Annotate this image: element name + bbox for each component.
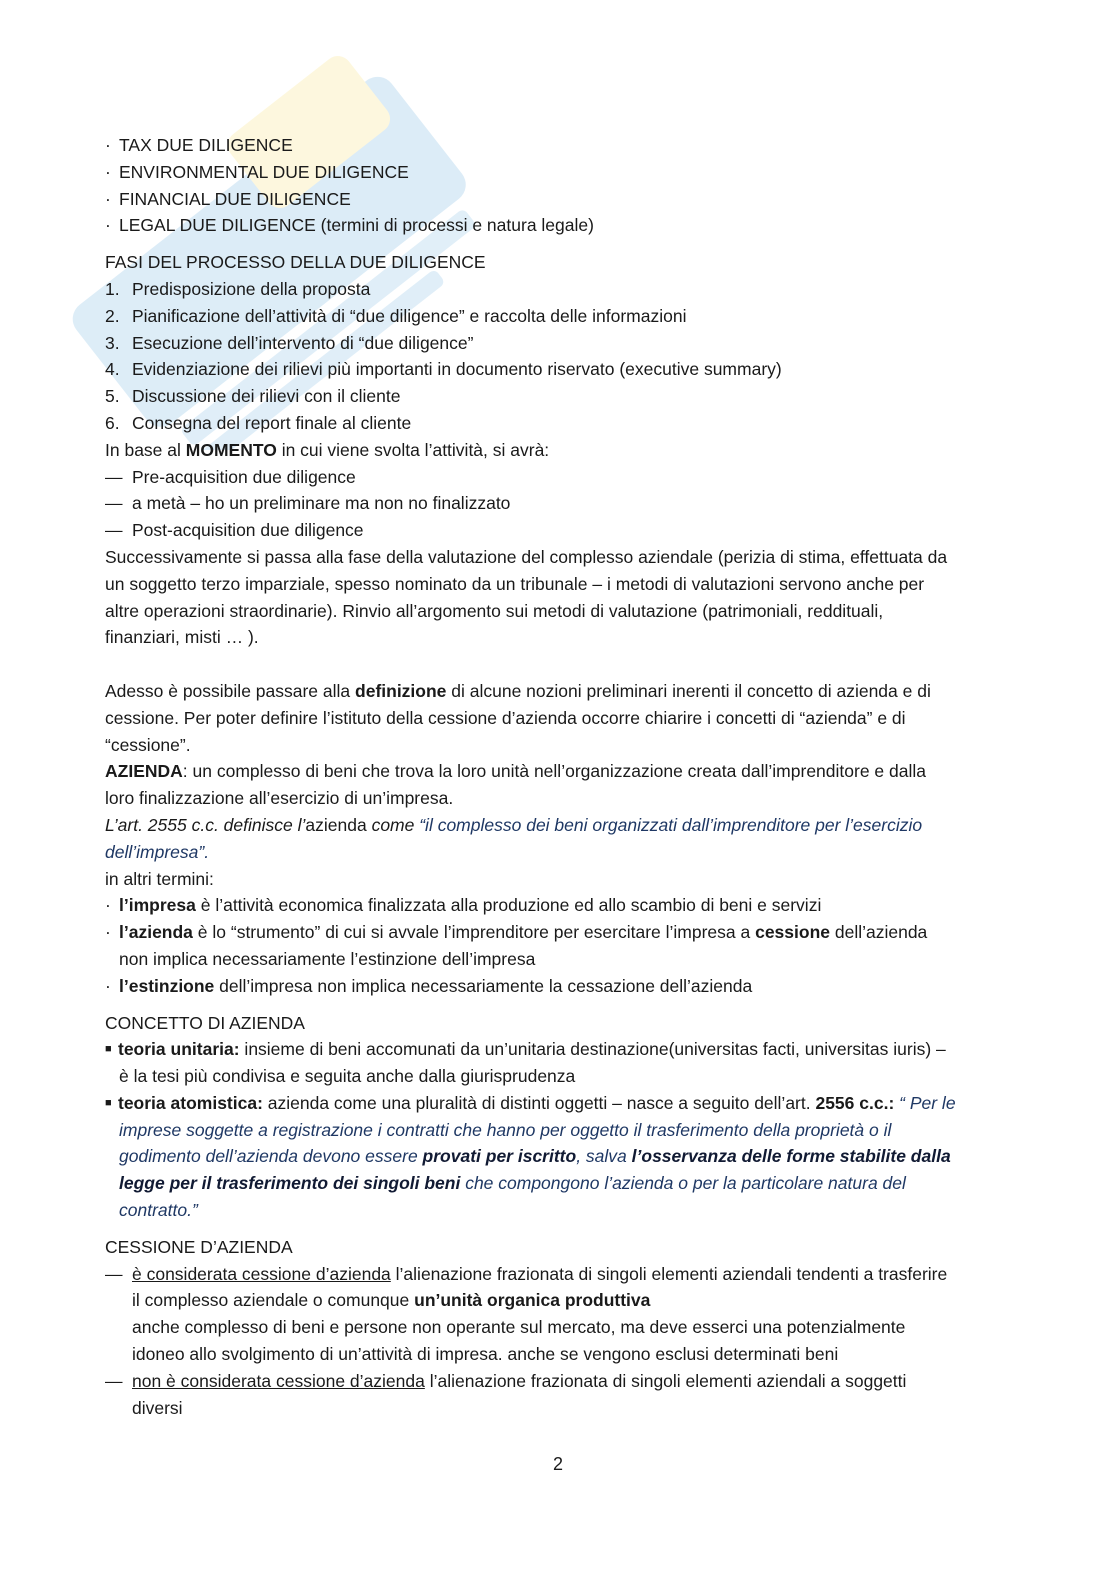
list-item: · FINANCIAL DUE DILIGENCE bbox=[105, 188, 351, 209]
fasi-numbered-list bbox=[105, 276, 1010, 437]
list-item: — Pre-acquisition due diligence bbox=[105, 466, 356, 487]
definizione-paragraph: Adesso è possibile passare alla definizione di alcune nozioni preliminari inerenti il concetto di azienda e di cessione. Per poter definire l’istituto della cessione d’azienda occorre chiarire i concetti di “azienda” e di “cessione”. bbox=[105, 680, 931, 755]
top-bullet-list bbox=[105, 132, 1010, 239]
list-item: 2. Pianificazione dell’attività di “due diligence” e raccolta delle informazioni bbox=[105, 305, 687, 326]
page-number: 2 bbox=[552, 1454, 563, 1474]
list-item: ■ teoria atomistica: azienda come una pluralità di distinti oggetti – nasce a seguito dell’art. 2556 c.c.: “ Per le bbox=[105, 1092, 956, 1113]
section-heading-concetto: CONCETTO DI AZIENDA bbox=[105, 1012, 305, 1033]
section-heading-fasi: FASI DEL PROCESSO DELLA DUE DILIGENCE bbox=[105, 252, 486, 273]
list-item: 1. Predisposizione della proposta bbox=[105, 278, 371, 299]
momento-intro: In base al MOMENTO in cui viene svolta l’attività, si avrà: bbox=[105, 439, 550, 460]
document-page bbox=[105, 132, 1010, 1421]
list-item: 3. Esecuzione dell’intervento di “due diligence” bbox=[105, 332, 474, 353]
list-item: — è considerata cessione d’azienda l’alienazione frazionata di singoli elementi aziendali tendenti a trasferire bbox=[105, 1263, 948, 1284]
cessione-list: — è considerata cessione d’azienda l’alienazione frazionata di singoli elementi aziendali tendenti a trasferire il complesso aziendale o comunque un’unità organica produttiva anche complesso di beni e persone non operante sul mercato, ma deve esserci una potenzialmente idoneo allo svolgimento di un’attività di impresa. anche se vengono esclusi determinati beni — non è considerata cessione d’azienda l’alienazione frazionata di singoli elementi aziendali a soggetti diversi bbox=[105, 1261, 1010, 1422]
list-item: · LEGAL DUE DILIGENCE (termini di processi e natura legale) bbox=[105, 215, 594, 236]
valutazione-paragraph: Successivamente si passa alla fase della valutazione del complesso aziendale (perizia di stima, effettuata da un soggetto terzo imparziale, spesso nominato da un tribunale – i metodi di valutazioni servono anche per altre operazioni straordinarie). Rinvio all’argomento sui metodi di valutazione (patrimoniali, reddituali, finanziari, misti … ). bbox=[105, 546, 948, 648]
list-item: 4. Evidenziazione dei rilievi più importanti in documento riservato (executive summary) bbox=[105, 359, 782, 380]
list-item: 5. Discussione dei rilievi con il cliente bbox=[105, 386, 401, 407]
list-item: — non è considerata cessione d’azienda l’alienazione frazionata di singoli elementi aziendali a soggetti bbox=[105, 1370, 907, 1391]
list-item: · ENVIRONMENTAL DUE DILIGENCE bbox=[105, 161, 409, 182]
list-item: · l’impresa è l’attività economica finalizzata alla produzione ed allo scambio di beni e servizi bbox=[105, 895, 822, 916]
termini-list: · l’impresa è l’attività economica finalizzata alla produzione ed allo scambio di beni e servizi · l’azienda è lo “strumento” di cui si avvale l’imprenditore per esercitare l’impresa a cessione dell’azienda non implica necessariamente l’estinzione dell’impresa · l’estinzione dell’impresa non implica necessariamente la cessazione dell’azienda bbox=[105, 892, 1010, 999]
momento-dash-list bbox=[105, 464, 1010, 544]
list-item: · l’azienda è lo “strumento” di cui si avvale l’imprenditore per esercitare l’impresa a cessione dell’azienda bbox=[105, 922, 928, 943]
list-item: ■ teoria unitaria: insieme di beni accomunati da un’unitaria destinazione(universitas facti, universitas iuris) – bbox=[105, 1039, 946, 1060]
section-heading-cessione: CESSIONE D’AZIENDA bbox=[105, 1236, 293, 1257]
azienda-definition: AZIENDA: un complesso di beni che trova la loro unità nell’organizzazione creata dall’imprenditore e dalla loro finalizzazione all’esercizio di un’impresa. L’art. 2555 c.c. definisce l’azienda come “il complesso dei beni organizzati dall’imprenditore per l’esercizio dell’impresa”. in altri termini: bbox=[105, 761, 926, 889]
list-item: · TAX DUE DILIGENCE bbox=[105, 135, 293, 155]
list-item: — a metà – ho un preliminare ma non no finalizzato bbox=[105, 493, 511, 514]
list-item: — Post-acquisition due diligence bbox=[105, 520, 364, 541]
list-item: 6. Consegna del report finale al cliente bbox=[105, 412, 412, 433]
concetto-list: ■ teoria unitaria: insieme di beni accomunati da un’unitaria destinazione(universitas facti, universitas iuris) – è la tesi più condivisa e seguita anche dalla giurisprudenza ■ teoria atomistica: azienda come una pluralità di distinti oggetti – nasce a seguito dell’art. 2556 c.c.: “ Per le imprese soggette a registrazione i contratti che hanno per oggetto il trasferimento della proprietà o il godimento dell’azienda devono essere provati per iscritto, salva l’osservanza delle forme stabilite dalla legge per il trasferimento dei singoli beni che compongono l’azienda o per la particolare natura del contratto.” bbox=[105, 1036, 1010, 1224]
list-item: · l’estinzione dell’impresa non implica necessariamente la cessazione dell’azienda bbox=[105, 975, 753, 996]
